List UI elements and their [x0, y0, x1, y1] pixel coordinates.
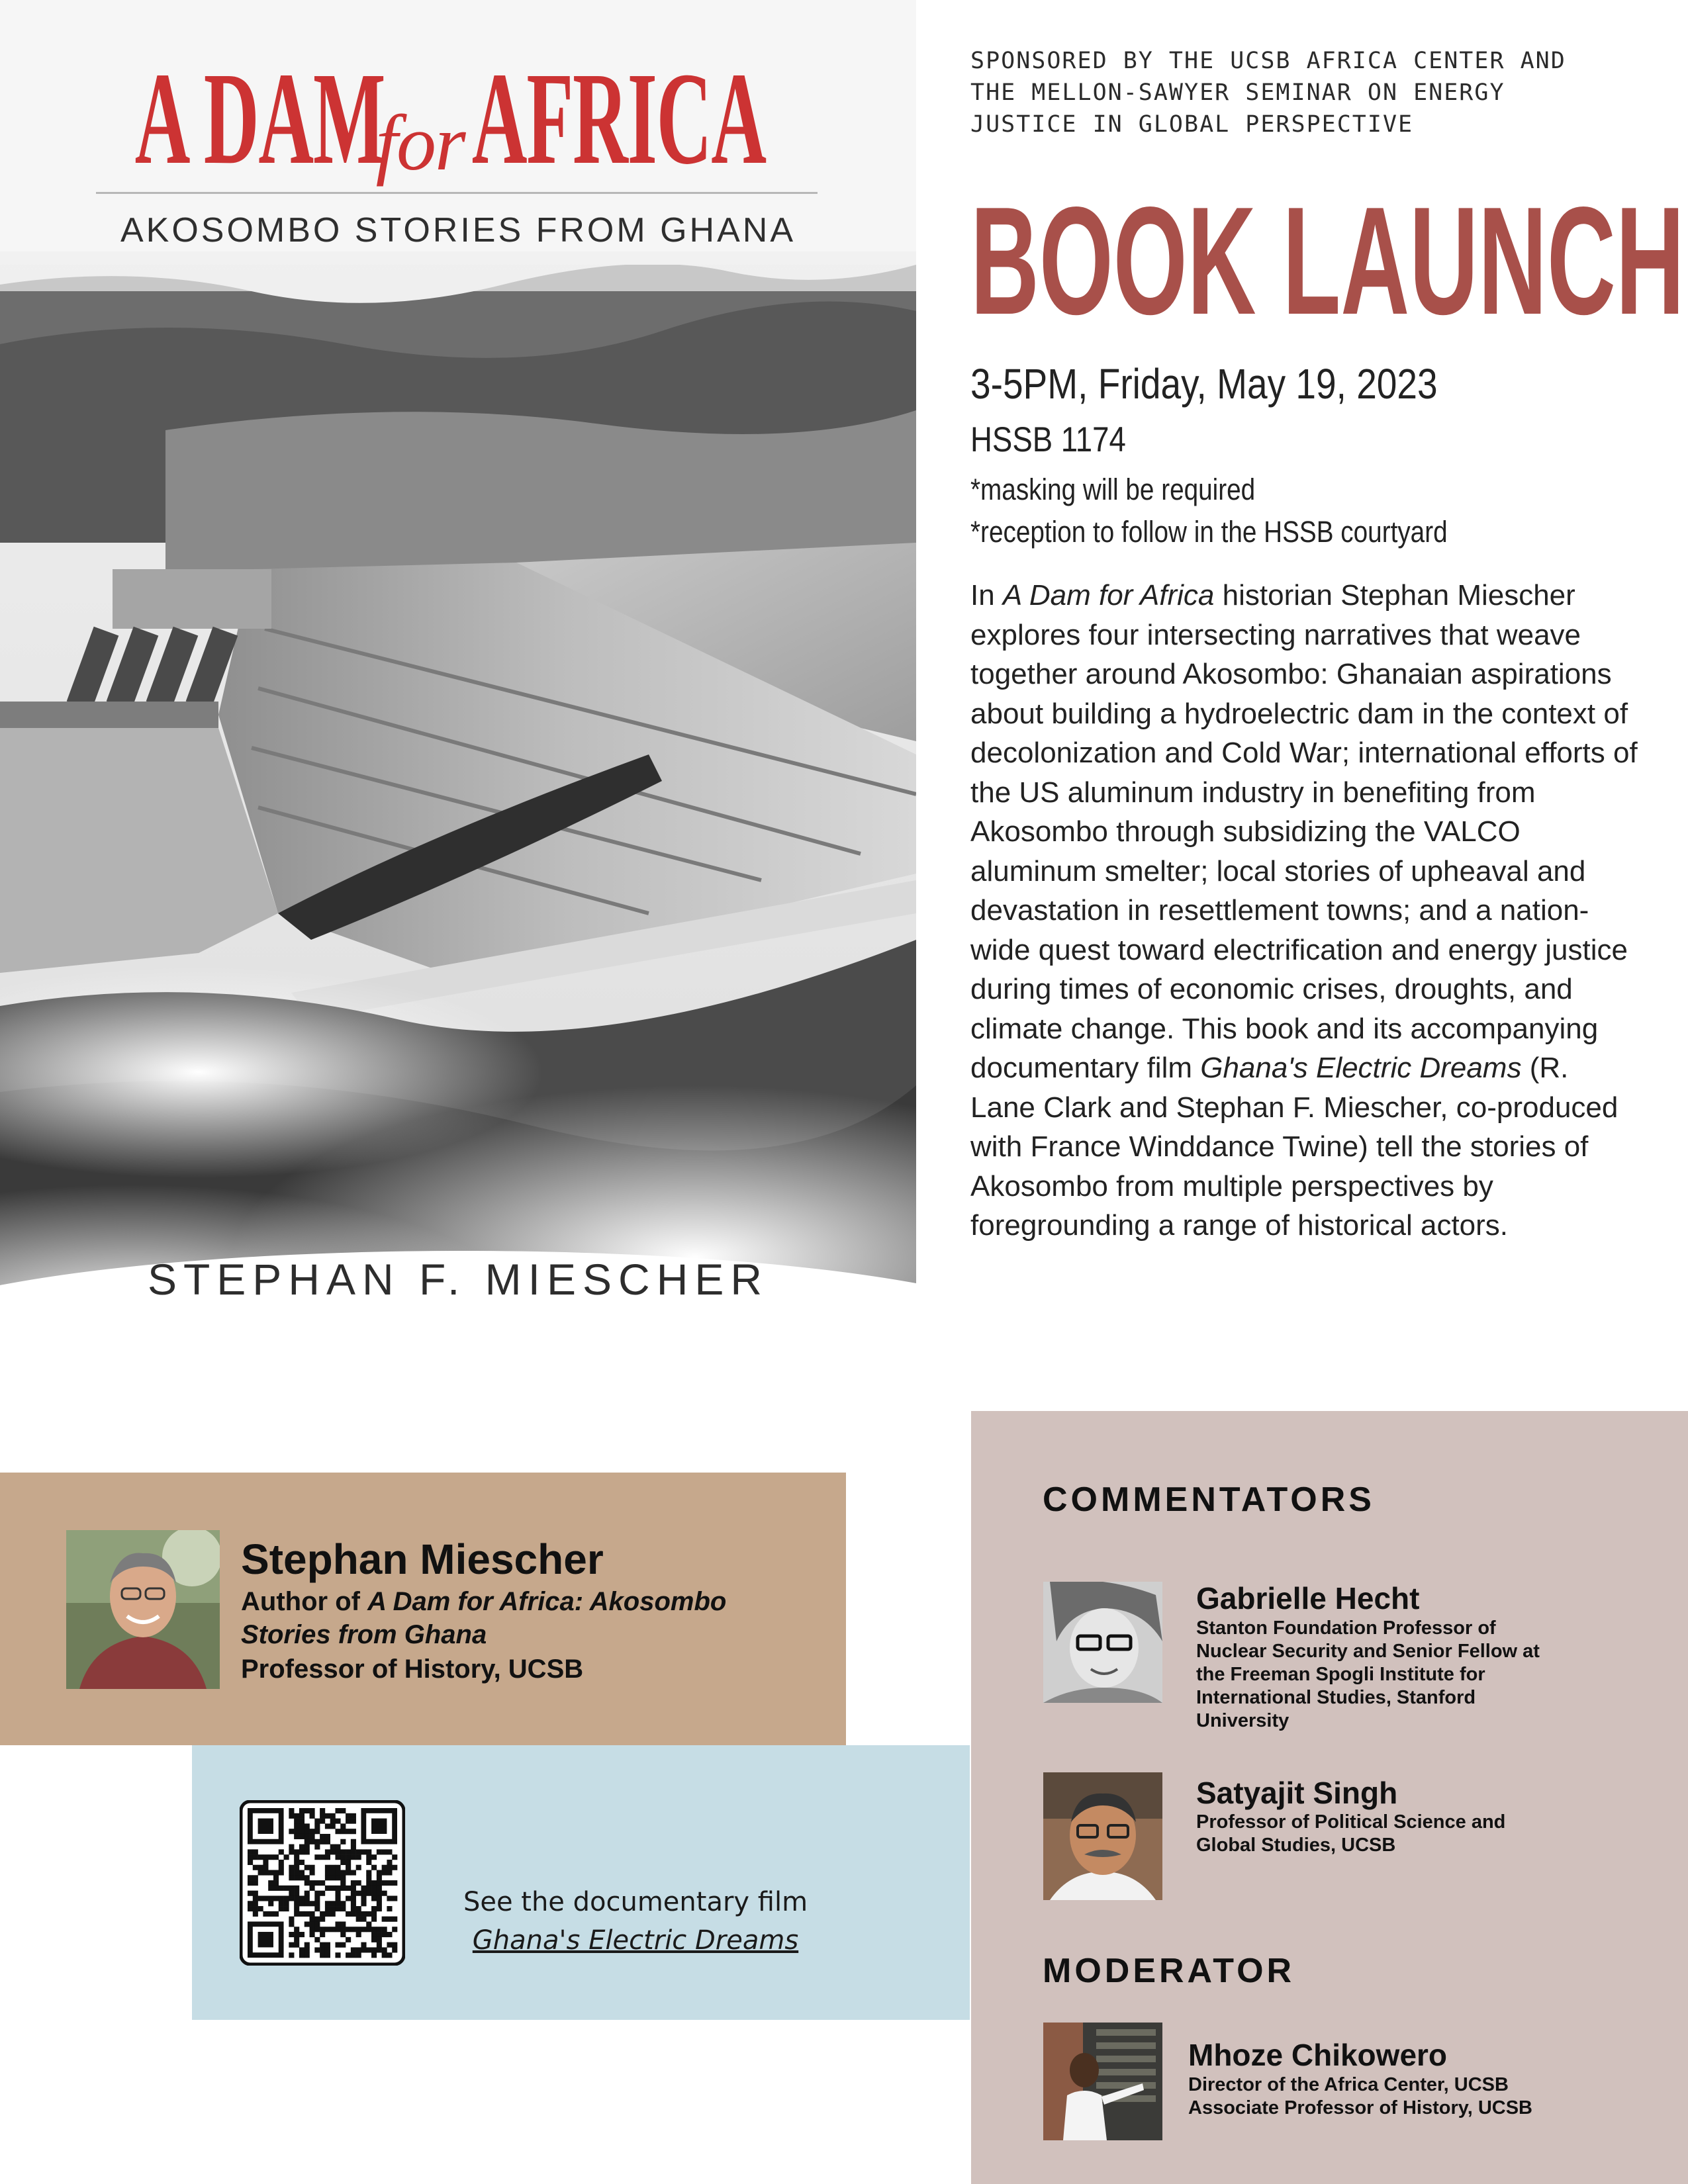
qr-code[interactable] — [240, 1800, 405, 1966]
moderator-heading: MODERATOR — [1043, 1952, 1295, 1990]
author-book-line — [241, 1584, 726, 1619]
author-position: Professor of History, UCSB — [241, 1655, 584, 1684]
documentary-link[interactable]: Ghana's Electric Dreams — [472, 1925, 799, 1956]
author-book-prefix: Author of — [241, 1587, 368, 1616]
title-line: Director of the Africa Center, UCSB — [1188, 2074, 1509, 2095]
event-location: HSSB 1174 — [970, 420, 1126, 459]
cover-subtitle: AKOSOMBO STORIES FROM GHANA — [120, 211, 796, 250]
author-book-title: A Dam for Africa: Akosombo — [367, 1587, 727, 1616]
qr-pattern — [240, 1800, 405, 1966]
sponsor-line: THE MELLON-SAWYER SEMINAR ON ENERGY — [970, 79, 1505, 106]
commentator-title — [1196, 1617, 1593, 1733]
cover-title-part3: AFRICA — [471, 46, 766, 192]
cover-title-part2: for — [375, 99, 465, 187]
commentator-name: Satyajit Singh — [1196, 1776, 1398, 1810]
commentators-heading: COMMENTATORS — [1043, 1480, 1375, 1519]
title-line: Global Studies, UCSB — [1196, 1835, 1396, 1856]
title-line: Associate Professor of History, UCSB — [1188, 2097, 1532, 2118]
book-description — [970, 576, 1639, 1246]
description-film-title: Ghana's Electric Dreams — [1200, 1052, 1522, 1084]
cover-author: STEPHAN F. MIESCHER — [147, 1255, 769, 1304]
sponsor-line: JUSTICE IN GLOBAL PERSPECTIVE — [970, 111, 1414, 138]
description-text: historian Stephan Miescher explores four intersecting narratives that weave together around Akosombo: Ghanaian aspirations about building a hydroelectric dam in the context of decolonization and Cold War; international efforts of the US aluminum industry in benefiting from Akosombo through subsidizing the VALCO aluminum smelter; local stories of upheaval and devastation in resettlement towns; and a nation-wide quest toward electrification and energy justice during times of economic crises, droughts, and climate change. This book and its accompanying documentary film — [970, 579, 1638, 1084]
author-photo — [66, 1530, 220, 1689]
author-name: Stephan Miescher — [241, 1535, 604, 1583]
event-note-reception: *reception to follow in the HSSB courtyard — [970, 515, 1448, 549]
moderator-title — [1188, 2073, 1585, 2120]
sponsor-line: SPONSORED BY THE UCSB AFRICA CENTER AND — [970, 48, 1566, 74]
title-line: University — [1196, 1710, 1289, 1731]
documentary-prompt: See the documentary film — [463, 1887, 808, 1917]
author-book-title-cont: Stories from Ghana — [241, 1620, 487, 1649]
title-line: Professor of Political Science and — [1196, 1811, 1506, 1833]
title-line: International Studies, Stanford — [1196, 1687, 1476, 1708]
sponsor-text — [970, 45, 1632, 140]
cover-rule — [96, 192, 818, 194]
commentator-title — [1196, 1811, 1593, 1857]
moderator-photo — [1043, 2023, 1162, 2140]
event-datetime: 3-5PM, Friday, May 19, 2023 — [970, 360, 1438, 408]
title-line: Stanton Foundation Professor of — [1196, 1617, 1496, 1639]
commentator-name: Gabrielle Hecht — [1196, 1581, 1420, 1615]
author-book-line-2 — [241, 1617, 487, 1652]
title-line: Nuclear Security and Senior Fellow at — [1196, 1641, 1540, 1662]
moderator-name: Mhoze Chikowero — [1188, 2038, 1448, 2072]
commentator-photo-hecht — [1043, 1582, 1162, 1703]
commentator-photo-singh — [1043, 1772, 1162, 1900]
description-text: In — [970, 579, 1003, 612]
description-book-title: A Dam for Africa — [1002, 579, 1215, 612]
description-text: (R. Lane Clark and Stephan F. Miescher, co-produced with France Winddance Twine) tell the stories of Akosombo from multiple perspectives by foregrounding a range of historical actors. — [970, 1052, 1618, 1242]
event-note-masking: *masking will be required — [970, 473, 1256, 506]
event-heading: BOOK LAUNCH — [970, 175, 1685, 347]
cover-title-part1: A DAM — [134, 46, 385, 192]
book-cover — [0, 0, 916, 1373]
title-line: the Freeman Spogli Institute for — [1196, 1664, 1485, 1685]
